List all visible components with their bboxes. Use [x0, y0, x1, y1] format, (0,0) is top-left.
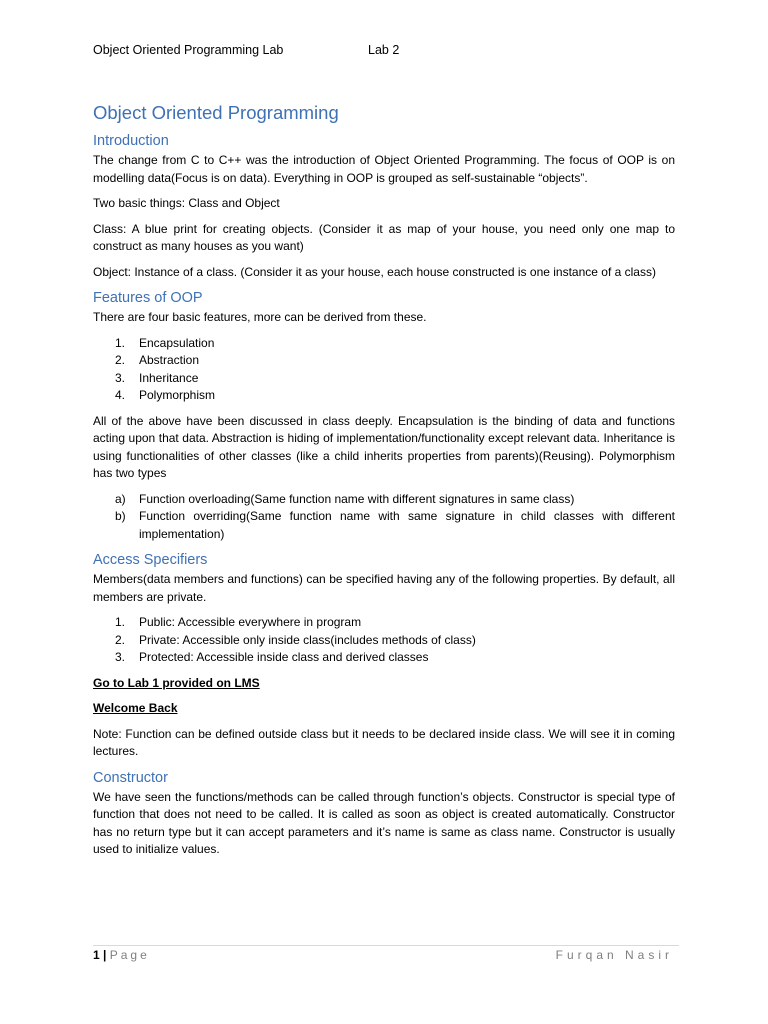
- list-item: 3. Protected: Accessible inside class and derived classes: [115, 650, 429, 664]
- heading-introduction: Introduction: [93, 133, 169, 149]
- footer-divider: [93, 945, 679, 946]
- document-title: Object Oriented Programming: [93, 102, 339, 123]
- page-number: 1: [93, 948, 100, 962]
- access-specifiers-list: [93, 614, 675, 667]
- polymorphism-types-list: [93, 491, 675, 544]
- footer-separator: |: [103, 948, 107, 962]
- features-paragraph-2: All of the above have been discussed in class deeply. Encapsulation is the binding of data and functions acting upon that data. Abstraction is hiding of implementation/functionality except relevant data. Inheritance is using functionalities of other classes (like a child inherits properties from parents)(Reusing). Polymorphism has two types: [93, 413, 675, 480]
- note-paragraph: Note: Function can be defined outside class but it needs to be declared inside class. We will see it in coming lectures.: [93, 726, 675, 758]
- intro-paragraph-3: Class: A blue print for creating objects. (Consider it as map of your house, you need only one map to construct as many houses as you want): [93, 221, 675, 253]
- header-course-title: Object Oriented Programming Lab: [93, 43, 284, 57]
- heading-features: Features of OOP: [93, 290, 203, 306]
- list-item: 2. Private: Accessible only inside class(includes methods of class): [115, 632, 476, 647]
- list-item: 3. Inheritance: [115, 370, 199, 385]
- page-label: Page: [109, 948, 150, 962]
- welcome-back-text: Welcome Back: [93, 701, 178, 715]
- footer-author: Furqan Nasir: [555, 948, 673, 962]
- goto-lab-1-text: Go to Lab 1 provided on LMS: [93, 675, 260, 690]
- footer-page-indicator: [93, 948, 150, 962]
- list-item: 2. Abstraction: [115, 353, 200, 367]
- list-item: 4. Polymorphism: [115, 388, 216, 402]
- header-lab-number: Lab 2: [368, 43, 400, 57]
- intro-paragraph-2: Two basic things: Class and Object: [93, 196, 280, 210]
- features-list: [93, 335, 675, 405]
- heading-constructor: Constructor: [93, 769, 168, 786]
- list-item: a) Function overloading(Same function name with different signatures in same class): [115, 491, 575, 506]
- document-body: [93, 102, 675, 867]
- access-paragraph-1: Members(data members and functions) can be specified having any of the following properties. By default, all members are private.: [93, 572, 675, 604]
- list-item: 1. Encapsulation: [115, 335, 215, 350]
- list-item: 1. Public: Accessible everywhere in program: [115, 615, 362, 629]
- intro-paragraph-4: Object: Instance of a class. (Consider it as your house, each house constructed is one instance of a class): [93, 264, 656, 279]
- intro-paragraph-1: The change from C to C++ was the introduction of Object Oriented Programming. The focus of OOP is on modelling data(Focus is on data). Everything in OOP is grouped as self-sustainable “objects”.: [93, 153, 675, 185]
- heading-access-specifiers: Access Specifiers: [93, 552, 208, 568]
- features-paragraph-1: There are four basic features, more can be derived from these.: [93, 310, 427, 324]
- constructor-paragraph: We have seen the functions/methods can be called through function’s objects. Constructor is special type of function that does not need to be called. It is called as soon as object is created automatically. Constructor has no return type but it can accept parameters and it’s name is same as class name. Constructor is usually used to initialize values.: [93, 789, 675, 856]
- list-item: b) Function overriding(Same function name with same signature in child classes with different implementation): [115, 509, 675, 541]
